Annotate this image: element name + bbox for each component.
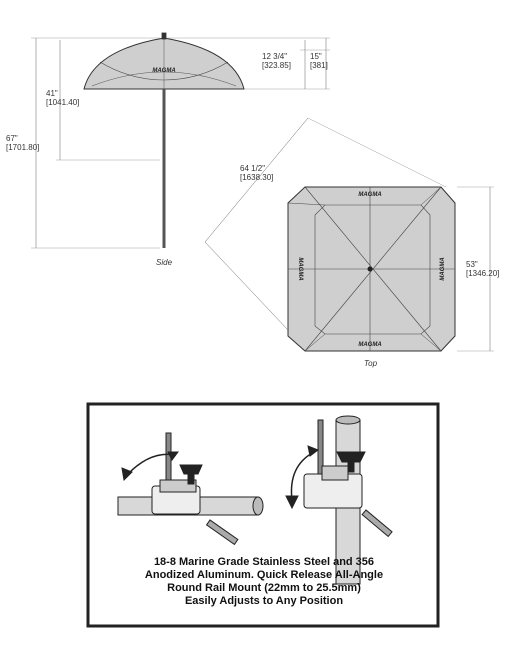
side-pole: [163, 89, 166, 248]
dim-pole-height-metric: [1041.40]: [46, 98, 80, 107]
dim-diagonal: [240, 164, 273, 182]
dim-diagonal-metric: [1638.30]: [240, 173, 274, 182]
top-caption: Top: [364, 359, 378, 368]
dim-height-total-imperial: 67": [6, 134, 18, 143]
dim-pole-height-metric-value: 1041.40: [48, 98, 78, 107]
dim-height-total: [6, 134, 39, 152]
mount-line-3: Round Rail Mount (22mm to 25.5mm): [167, 582, 361, 594]
top-logo-bottom: MAGMA: [358, 342, 382, 348]
top-logo-right: MAGMA: [440, 257, 446, 281]
dim-canopy-depth-metric-value: 323.85: [264, 61, 289, 70]
dim-diagonal-imperial: 64 1/2": [240, 164, 266, 173]
mount-line-2: Anodized Aluminum. Quick Release All-Angle: [144, 569, 384, 581]
top-view: [205, 118, 494, 351]
left-rail-mount: [118, 433, 263, 544]
dim-pole-height-imperial: 41": [46, 89, 58, 98]
dim-height-total-metric: [1701.80]: [6, 143, 40, 152]
dim-diagonal-metric-value: 1638.30: [242, 173, 272, 182]
dim-width-metric-value: 1346.20: [468, 269, 498, 278]
dim-canopy-depth-metric: [323.85]: [262, 61, 291, 70]
dim-width: [466, 260, 499, 278]
dim-canopy-depth-imperial: 12 3/4": [262, 52, 288, 61]
side-caption: Side: [156, 258, 173, 267]
dim-width-metric: [1346.20]: [466, 269, 500, 278]
dim-top-height-imperial: 15": [310, 52, 322, 61]
dim-pole-height: [46, 89, 79, 107]
dim-top-height-metric-value: 381: [312, 61, 326, 70]
dim-top-height-metric: [381]: [310, 61, 328, 70]
side-logo: MAGMA: [152, 68, 176, 74]
dim-height-total-metric-value: 1701.80: [8, 143, 38, 152]
dim-width-imperial: 53": [466, 260, 478, 269]
top-logo-left: MAGMA: [297, 257, 303, 281]
dim-canopy-depth: [262, 52, 291, 70]
mount-line-1: 18-8 Marine Grade Stainless Steel and 356: [153, 556, 375, 568]
mount-line-4: Easily Adjusts to Any Position: [184, 595, 344, 607]
top-logo-top: MAGMA: [358, 192, 382, 198]
dim-top-height: [310, 52, 328, 70]
mount-description: [92, 556, 436, 608]
